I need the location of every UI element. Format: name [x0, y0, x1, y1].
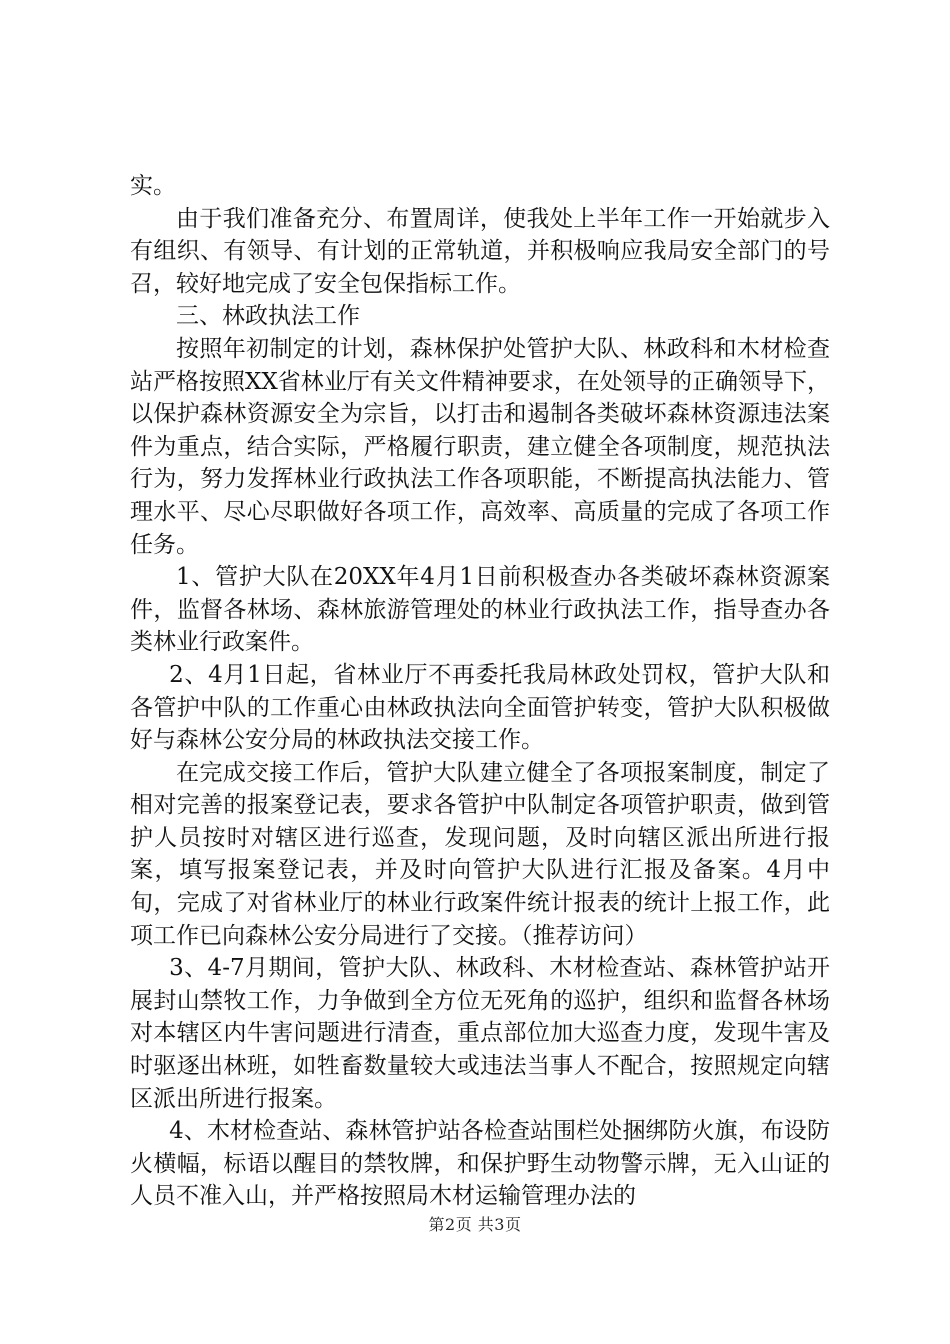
- page-number-footer: 第2页 共3页: [428, 1215, 522, 1234]
- paragraph-continuation: 实。: [130, 173, 176, 199]
- paragraph-safety-summary: 由于我们准备充分、布置周详，使我处上半年工作一开始就步入有组织、有领导、有计划的正常轨道，并积极响应我局安全部门的号召，较好地完成了安全包保指标工作。: [130, 205, 830, 297]
- section-heading-forest-law-enforcement: 三、林政执法工作: [176, 303, 360, 330]
- paragraph-item-2: 2、4月1日起，省林业厅不再委托我局林政处罚权，管护大队和各管护中队的工作重心由林政执法向全面管护转变，管护大队积极做好与森林公安分局的林政执法交接工作。: [130, 661, 830, 754]
- paragraph-item-1: 1、管护大队在20XX年4月1日前积极查办各类破坏森林资源案件，监督各林场、森林旅游管理处的林业行政执法工作，指导查办各类林业行政案件。: [130, 564, 830, 656]
- paragraph-item-4: 4、木材检查站、森林管护站各检查站围栏处捆绑防火旗，布设防火横幅，标语以醒目的禁牧牌，和保护野生动物警示牌，无入山证的人员不准入山，并严格按照局木材运输管理办法的: [130, 1118, 830, 1210]
- paragraph-handover: 在完成交接工作后，管护大队建立健全了各项报案制度，制定了相对完善的报案登记表，要求各管护中队制定各项管护职责，做到管护人员按时对辖区进行巡查，发现问题，及时向辖区派出所进行报案，填写报案登记表，并及时向管护大队进行汇报及备案。4月中旬，完成了对省林业厅的林业行政案件统计报表的统计上报工作，此项工作已向森林公安分局进行了交接。（推荐访问）: [130, 759, 830, 949]
- paragraph-item-3: 3、4-7月期间，管护大队、林政科、木材检查站、森林管护站开展封山禁牧工作，力争做到全方位无死角的巡护，组织和监督各林场对本辖区内牛害问题进行清查，重点部位加大巡查力度，发现牛害及时驱逐出林班，如牲畜数量较大或违法当事人不配合，按照规定向辖区派出所进行报案。: [130, 955, 830, 1112]
- document-body: [130, 170, 830, 1213]
- paragraph-enforcement-plan: 按照年初制定的计划，森林保护处管护大队、林政科和木材检查站严格按照XX省林业厅有关文件精神要求，在处领导的正确领导下，以保护森林资源安全为宗旨，以打击和遏制各类破坏森林资源违法案件为重点，结合实际，严格履行职责，建立健全各项制度，规范执法行为，努力发挥林业行政执法工作各项职能，不断提高执法能力、管理水平、尽心尽职做好各项工作，高效率、高质量的完成了各项工作任务。: [130, 335, 830, 558]
